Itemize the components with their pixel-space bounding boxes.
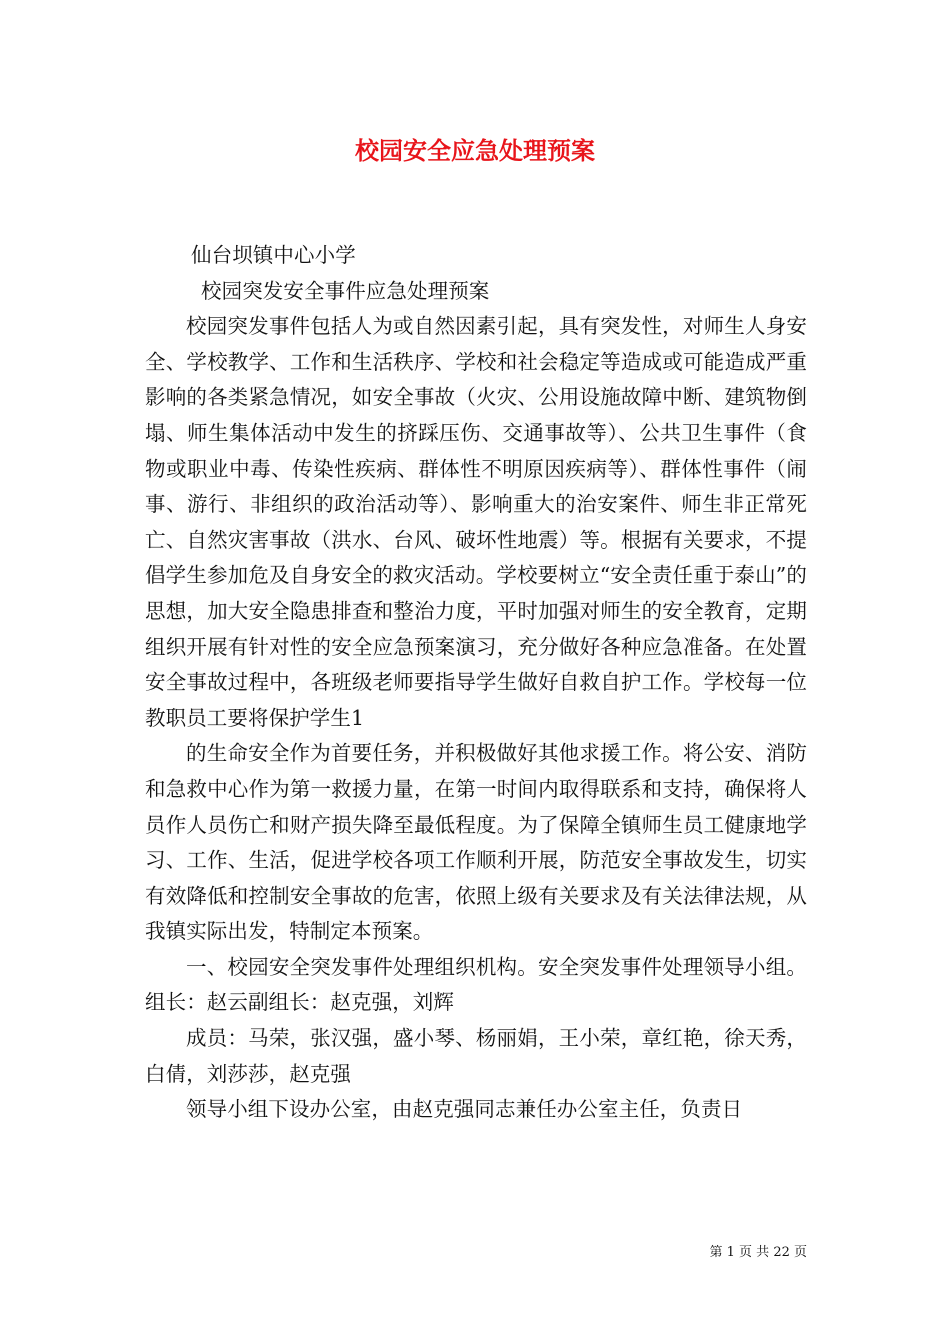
document-subtitle: 校园突发安全事件应急处理预案: [201, 278, 490, 303]
paragraph-organization: 一、校园安全突发事件处理组织机构。安全突发事件处理领导小组。组长：赵云副组长：赵克强，刘辉: [145, 954, 807, 1015]
document-body: [145, 238, 807, 1128]
page-number: 第 1 页 共 22 页: [709, 1245, 807, 1260]
paragraph-members: 成员：马荣，张汉强，盛小琴、杨丽娟，王小荣，章红艳，徐天秀，白倩，刘莎莎，赵克强: [145, 1026, 807, 1086]
document-title: 校园安全应急处理预案: [355, 136, 595, 165]
unit-name: 仙台坝镇中心小学: [191, 243, 356, 267]
paragraph-intro: 校园突发事件包括人为或自然因素引起，具有突发性，对师生人身安全、学校教学、工作和生活秩序、学校和社会稳定等造成或可能造成严重影响的各类紧急情况，如安全事故（火灾、公用设施故障中断、建筑物倒塌、师生集体活动中发生的挤踩压伤、交通事故等）、公共卫生事件（食物或职业中毒、传染性疾病、群体性不明原因疾病等）、群体性事件（闹事、游行、非组织的政治活动等）、影响重大的治安案件、师生非正常死亡、自然灾害事故（洪水、台风、破坏性地震）等。根据有关要求，不提倡学生参加危及自身安全的救灾活动。学校要树立“安全责任重于泰山”的思想，加大安全隐患排查和整治力度，平时加强对师生的安全教育，定期组织开展有针对性的安全应急预案演习，充分做好各种应急准备。在处置安全事故过程中，各班级老师要指导学生做好自救自护工作。学校每一位教职员工要将保护学生1: [145, 314, 807, 730]
paragraph-office: 领导小组下设办公室，由赵克强同志兼任办公室主任，负责日: [186, 1097, 743, 1122]
paragraph-rescue: 的生命安全作为首要任务，并积极做好其他求援工作。将公安、消防和急救中心作为第一救援力量，在第一时间内取得联系和支持，确保将人员作人员伤亡和财产损失降至最低程度。为了保障全镇师生员工健康地学习、工作、生活，促进学校各项工作顺利开展，防范安全事故发生，切实有效降低和控制安全事故的危害，依照上级有关要求及有关法律法规，从我镇实际出发，特制定本预案。: [145, 741, 807, 944]
